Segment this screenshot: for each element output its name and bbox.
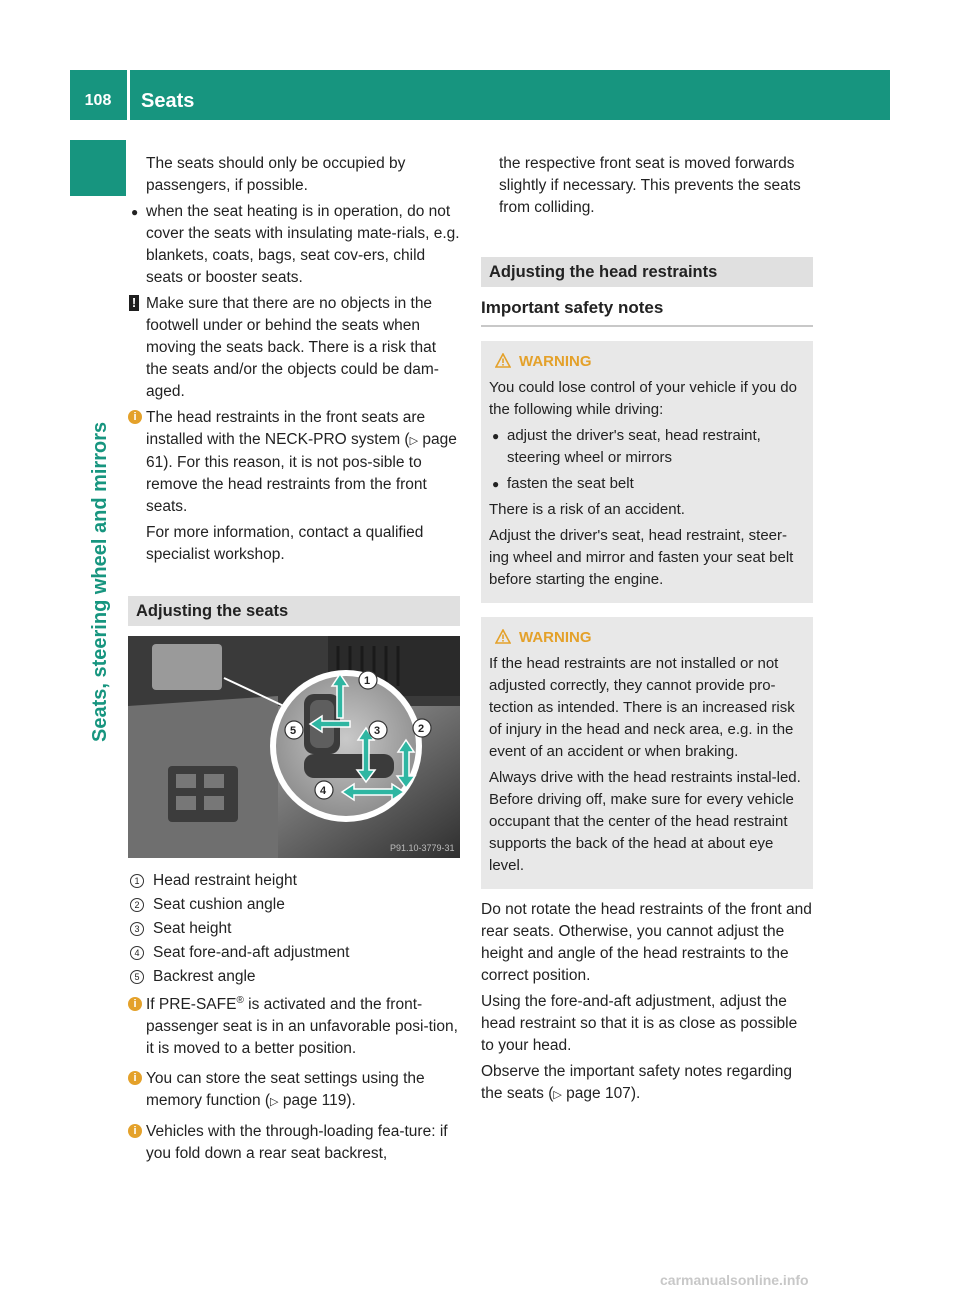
chapter-title-text: Seats, steering wheel and mirrors — [89, 421, 111, 742]
legend-number: 3 — [130, 922, 144, 936]
bullet-text: fasten the seat belt — [507, 475, 634, 492]
svg-text:4: 4 — [320, 785, 327, 797]
paragraph — [481, 1061, 813, 1106]
paragraph: the respective front seat is moved forwards slightly if necessary. This prevents the seats from colliding. — [499, 155, 801, 216]
warning-triangle-icon — [495, 353, 511, 369]
header-divider — [127, 70, 130, 120]
paragraph: Do not rotate the head restraints of the front and rear seats. Otherwise, you cannot adjust the height and angle of the head restraints to the correct position. — [481, 901, 812, 984]
photo-code: P91.10-3779-31 — [390, 843, 455, 853]
page-ref-arrow-icon: ▷ — [270, 1096, 279, 1108]
bullet-item — [489, 425, 805, 469]
registered-mark: ® — [236, 994, 244, 1006]
svg-text:3: 3 — [374, 725, 381, 737]
legend-label: Seat height — [153, 920, 232, 937]
section-heading: Adjusting the seats — [128, 596, 460, 626]
legend-number: 4 — [130, 946, 144, 960]
page-ref-link[interactable]: page 119 — [282, 1092, 347, 1109]
legend-item — [128, 918, 460, 940]
paragraph: Using the fore-and-aft adjustment, adjust the head restraint so that it is as close as possible to your head. — [481, 993, 798, 1054]
left-column — [128, 153, 460, 1169]
section-heading: Adjusting the head restraints — [481, 257, 813, 287]
note-text: The head restraints in the front seats are installed with the NECK-PRO system — [146, 409, 426, 448]
warning-title: WARNING — [519, 629, 592, 646]
subheading: Important safety notes — [481, 297, 813, 327]
note-text: If PRE-SAFE — [146, 996, 237, 1013]
legend-label: Seat fore-and-aft adjustment — [153, 944, 350, 961]
paragraph-text: Observe the important safety notes regarding the seats ( — [481, 1063, 793, 1102]
warning-text: If the head restraints are not installed or not adjusted correctly, they cannot provide pro-tection as intended. There is an increased risk of injury in the head and neck area, e.g. in the event of an accident or when braking. — [489, 655, 795, 760]
legend-item — [128, 894, 460, 916]
info-icon: i — [128, 1071, 142, 1085]
exclamation-icon: ! — [129, 295, 139, 311]
warning-heading — [489, 351, 805, 373]
legend-number: 5 — [130, 970, 144, 984]
warning-text: Always drive with the head restraints instal-led. Before driving off, make sure for every vehicle occupant that the center of the head restraint supports the back of the head at about eye level. — [489, 769, 801, 874]
legend-label: Seat cushion angle — [153, 896, 285, 913]
seat-controls-illustration — [128, 636, 460, 858]
page-ref-arrow-icon: ▷ — [553, 1089, 562, 1101]
right-column — [481, 153, 813, 1110]
seat-controls-photo — [128, 636, 460, 858]
page-ref-arrow-icon: ▷ — [409, 435, 419, 447]
legend-item — [128, 942, 460, 964]
bullet-text: when the seat heating is in operation, do not cover the seats with insulating mate-rials, e.g. blankets, coats, bags, seat cov-ers, child seats or booster seats. — [146, 203, 460, 286]
note-text: You can store the seat settings using the memory function ( — [146, 1070, 425, 1109]
paragraph: The seats should only be occupied by passengers, if possible. — [146, 155, 406, 194]
info-note: i The head restraints in the front seats are installed with the NECK-PRO system (▷ page 61). For this reason, it is not pos-sible to remove the head restraints from the front seats. — [128, 407, 460, 518]
legend-label: Head restraint height — [153, 872, 297, 889]
page-ref-link[interactable]: page 61 — [146, 431, 457, 471]
page-title: Seats — [141, 90, 195, 112]
paragraph-text: ). — [630, 1085, 641, 1102]
note-text: ). For this reason, it is not pos-sible to remove the head restraints from the front seats. — [146, 454, 427, 515]
warning-text: Adjust the driver's seat, head restraint, steer-ing wheel and mirror and fasten your seat belt before starting the engine. — [489, 527, 794, 588]
warning-triangle-icon — [495, 629, 511, 645]
note-text: ). — [346, 1092, 356, 1109]
warning-text: You could lose control of your vehicle if you do the following while driving: — [489, 379, 797, 418]
chapter-tab — [70, 140, 126, 196]
info-icon: i — [128, 997, 142, 1011]
caution-note — [128, 293, 460, 403]
legend-label: Backrest angle — [153, 968, 256, 985]
legend-item — [128, 870, 460, 892]
note-text: Make sure that there are no objects in the footwell under or behind the seats when moving the seats back. There is a risk that the seats and/or the objects could be dam-aged. — [146, 295, 439, 400]
page-ref-link[interactable]: page 107 — [566, 1085, 631, 1102]
legend-number: 2 — [130, 898, 144, 912]
warning-text: There is a risk of an accident. — [489, 501, 685, 518]
note-text: is activated and the front-passenger seat is in an unfavorable posi-tion, it is moved to a better position. — [146, 996, 458, 1057]
chapter-title — [74, 421, 126, 742]
legend-list — [128, 870, 460, 988]
info-note — [128, 1121, 460, 1165]
bullet-text: adjust the driver's seat, head restraint, steering wheel or mirrors — [507, 427, 761, 466]
info-icon: i — [128, 1124, 142, 1138]
paragraph: For more information, contact a qualified specialist workshop. — [146, 524, 424, 563]
page-header — [70, 70, 890, 120]
bullet-icon: ● — [492, 477, 500, 491]
warning-box — [481, 341, 813, 603]
warning-heading — [489, 627, 805, 649]
page-number: 108 — [84, 92, 112, 109]
info-icon: i — [128, 410, 142, 424]
legend-item — [128, 966, 460, 988]
warning-title: WARNING — [519, 353, 592, 370]
bullet-icon: ● — [131, 205, 139, 219]
bullet-item — [128, 201, 460, 289]
legend-number: 1 — [130, 874, 144, 888]
note-text: Vehicles with the through-loading fea-ture: if you fold down a rear seat backrest, — [146, 1123, 448, 1162]
svg-text:2: 2 — [418, 723, 425, 735]
watermark: carmanualsonline.info — [660, 1272, 809, 1288]
warning-box — [481, 617, 813, 889]
info-note — [128, 1068, 460, 1113]
svg-text:1: 1 — [364, 675, 371, 687]
svg-text:5: 5 — [290, 725, 297, 737]
bullet-icon: ● — [492, 429, 500, 443]
bullet-item — [489, 473, 805, 495]
info-note — [128, 994, 460, 1060]
